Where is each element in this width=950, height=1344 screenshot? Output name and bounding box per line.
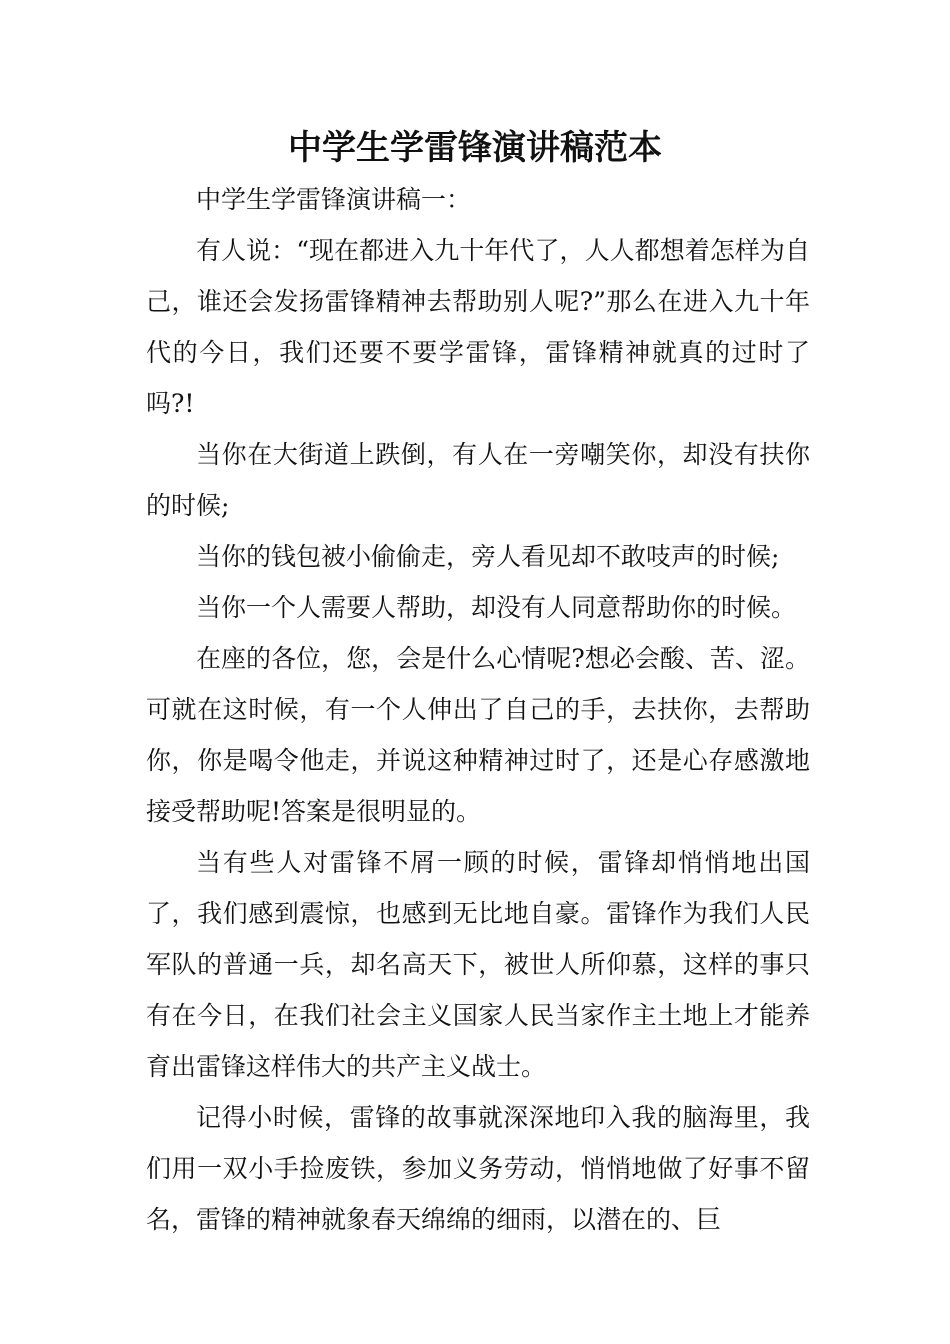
paragraph-5: 当你一个人需要人帮助，却没有人同意帮助你的时候。 bbox=[196, 593, 797, 622]
document-title: 中学生学雷锋演讲稿范本 bbox=[288, 128, 662, 168]
paragraph-2: 有人说：“现在都进入九十年代了，人人都想着怎样为自己，谁还会发扬雷锋精神去帮助别人呢?”那么在进入九十年代的今日，我们还要不要学雷锋，雷锋精神就真的过时了吗?! bbox=[146, 236, 810, 418]
document-body bbox=[146, 174, 810, 1245]
paragraph-6: 在座的各位，您，会是什么心情呢?想必会酸、苦、涩。可就在这时候，有一个人伸出了自己的手，去扶你，去帮助你，你是喝令他走，并说这种精神过时了，还是心存感激地接受帮助呢!答案是很明显的。 bbox=[146, 644, 810, 826]
paragraph-8: 记得小时候，雷锋的故事就深深地印入我的脑海里，我们用一双小手捡废铁，参加义务劳动，悄悄地做了好事不留名，雷锋的精神就象春天绵绵的细雨，以潜在的、巨 bbox=[146, 1103, 810, 1234]
paragraph-7: 当有些人对雷锋不屑一顾的时候，雷锋却悄悄地出国了，我们感到震惊，也感到无比地自豪。雷锋作为我们人民军队的普通一兵，却名高天下，被世人所仰慕，这样的事只有在今日，在我们社会主义国家人民当家作主土地上才能养育出雷锋这样伟大的共产主义战士。 bbox=[146, 848, 810, 1081]
paragraph-4: 当你的钱包被小偷偷走，旁人看见却不敢吱声的时候; bbox=[196, 542, 780, 571]
paragraph-1: 中学生学雷锋演讲稿一： bbox=[196, 185, 472, 214]
paragraph-3: 当你在大街道上跌倒，有人在一旁嘲笑你，却没有扶你的时候; bbox=[146, 440, 810, 520]
